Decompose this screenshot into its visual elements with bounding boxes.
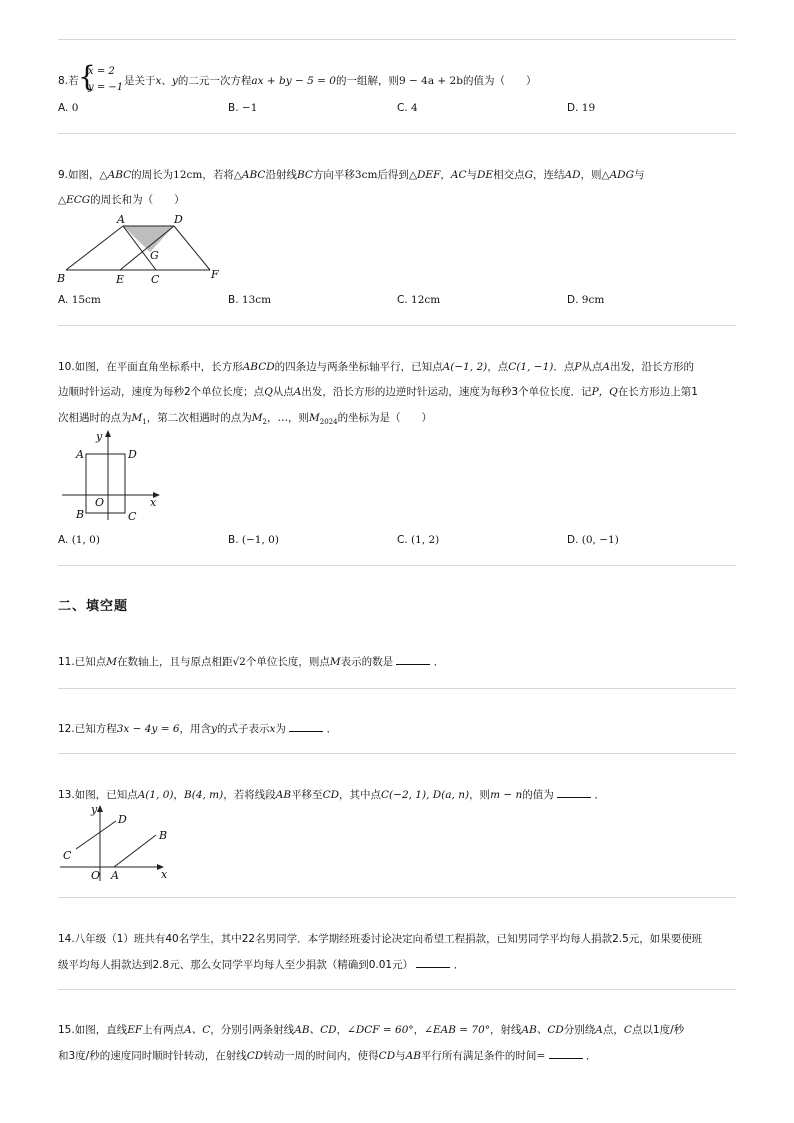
q15-text: 15.如图，直线 [58, 1024, 128, 1036]
q15-text: 平行所有满足条件的时间 [420, 1050, 537, 1062]
q9-text: ，则 [580, 169, 602, 181]
q10-option-a[interactable] [58, 534, 100, 546]
divider [58, 325, 736, 326]
q10-a: A [293, 386, 302, 398]
q11-text: 在数轴上，且与原点相距 [116, 656, 233, 668]
q12-text: ，用含 [179, 723, 212, 735]
q10-option-d[interactable] [567, 534, 619, 546]
q15-text: ，射线 [490, 1024, 522, 1036]
option-value: (−1, 0) [241, 534, 279, 546]
divider [58, 133, 736, 134]
answer-blank[interactable] [416, 957, 450, 968]
q10-point-c: C(1, −1) [508, 361, 554, 373]
q8-equation: ax + by − 5 = 0 [251, 75, 336, 87]
q9-perimeter: 12cm [173, 169, 203, 181]
option-value: (1, 2) [411, 534, 440, 546]
q8-option-d[interactable] [567, 102, 595, 114]
q9-text: ， [440, 169, 451, 181]
q10-text: 边顺时针运动，速度为每秒2个单位长度；点 [58, 386, 265, 398]
q11-sqrt: √2 [232, 656, 246, 668]
q8-option-b[interactable] [228, 102, 257, 114]
option-value: 13cm [241, 294, 272, 306]
label-f: F [211, 268, 219, 281]
q10-text: ，…，则 [266, 412, 309, 424]
q9-line1 [58, 167, 644, 183]
q13-text: ，则 [469, 789, 491, 801]
q15-ac: A、C [184, 1024, 211, 1036]
q13-points-cd: C(−2, 1), D(a, n) [381, 789, 470, 801]
q15-cd: CD [378, 1050, 396, 1062]
q15-rays: AB、CD [521, 1024, 564, 1036]
label-a: A [76, 448, 84, 461]
q15-end: ． [585, 1050, 597, 1062]
q8-number: 8.若 [58, 75, 79, 87]
q15-line1 [58, 1022, 684, 1038]
answer-blank[interactable] [549, 1048, 583, 1059]
label-e: E [116, 273, 125, 286]
option-label: C. [397, 534, 408, 546]
q9-option-d[interactable] [567, 294, 604, 306]
label-d: D [174, 213, 183, 226]
label-o: O [91, 869, 101, 882]
q10-m1-sub: 1 [142, 418, 147, 427]
q13-ab: AB [275, 789, 292, 801]
q10-text: 的坐标为是（ ） [337, 412, 433, 424]
option-value: (1, 0) [71, 534, 100, 546]
q10-text: 次相遇时的点为 [58, 412, 132, 424]
segment-ab [114, 835, 156, 867]
divider [58, 897, 736, 898]
q14-line1: 14.八年级（1）班共有40名学生，其中22名男同学．本学期经班委讨论决定向希望工程捐款，已知男同学平均每人捐款2.5元，如果要使班 [58, 933, 703, 945]
q10-text: 在长方形边上第1 [617, 386, 698, 398]
q15-text: 和3度/秒的速度同时顺时针转动，在射线 [58, 1050, 247, 1062]
q15-text: ， [336, 1024, 348, 1036]
q11-text: 个单位长度，则点 [245, 656, 330, 668]
q8-text2: 的二元一次方程 [177, 75, 252, 87]
q10-q: Q [264, 386, 273, 398]
option-label: D. [567, 534, 579, 546]
q10-text: 出发，沿长方形的边逆时针运动，速度为每秒3个单位长度．记 [301, 386, 592, 398]
option-label: B. [228, 534, 239, 546]
q12-end: ． [326, 723, 338, 735]
q8-text: 是关于 [124, 75, 156, 87]
q9-triangle-abc: △ABC [233, 169, 266, 181]
q9-text: 沿射线 [265, 169, 297, 181]
q12-equation: 3x − 4y = 6 [116, 723, 180, 735]
question-12 [58, 721, 337, 737]
q9-text: 9.如图， [58, 169, 100, 181]
option-value: 0 [71, 102, 79, 114]
q9-g: G [524, 169, 533, 181]
divider [58, 39, 736, 40]
q8-var-x: x [155, 75, 162, 87]
system-brace: { [78, 60, 96, 93]
label-b: B [159, 829, 168, 842]
q15-cd: CD [246, 1050, 264, 1062]
option-label: D. [567, 294, 579, 306]
q13-figure [58, 801, 178, 883]
q10-line1 [58, 359, 694, 375]
q9-option-b[interactable] [228, 294, 271, 306]
q8-sys-line1: x = 2 [88, 66, 115, 77]
q10-text: ，点 [487, 361, 509, 373]
q15-c: C [623, 1024, 632, 1036]
option-label: A. [58, 102, 69, 114]
label-x: x [150, 496, 157, 509]
q10-text: 10.如图，在平面直角坐标系中，长方形 [58, 361, 243, 373]
q8-sep: 、 [161, 75, 172, 87]
q15-line2 [58, 1048, 596, 1064]
q15-text: 转动一周的时间内，使得 [263, 1050, 379, 1062]
q15-text: 点以1度/秒 [631, 1024, 685, 1036]
q9-text: 方向平移 [312, 169, 355, 181]
q9-line2 [58, 192, 185, 208]
option-value: 15cm [71, 294, 101, 306]
q10-option-b[interactable] [228, 534, 279, 546]
q10-point-a: A(−1, 2) [442, 361, 488, 373]
q10-m2024: M [308, 412, 320, 424]
q8-var-y: y [171, 75, 178, 87]
divider [58, 753, 736, 754]
label-c: C [151, 273, 160, 286]
q11-m: M [106, 656, 117, 668]
q14-text: 级平均每人捐款达到2.8元、那么女同学平均每人至少捐款（精确到0.01元） [58, 959, 414, 971]
q9-text: 后得到 [377, 169, 409, 181]
q12-y: y [211, 723, 217, 735]
option-value: 9cm [581, 294, 605, 306]
q15-equals: = [536, 1050, 546, 1062]
q9-option-a[interactable] [58, 294, 101, 306]
option-value: (0, −1) [581, 534, 619, 546]
q13-end: ． [594, 789, 605, 801]
option-label: C. [397, 294, 408, 306]
label-y: y [91, 803, 98, 816]
q8-sys-line2: y = −1 [88, 82, 124, 93]
option-value: 12cm [411, 294, 441, 306]
shaded-region [123, 226, 174, 252]
y-axis-arrow [97, 805, 103, 812]
q13-text: ，其中点 [339, 789, 382, 801]
q9-de: DE [477, 169, 494, 181]
question-11 [58, 654, 444, 670]
option-value: −1 [241, 102, 258, 114]
option-label: B. [228, 294, 239, 306]
y-axis-arrow [105, 430, 111, 437]
q9-shift: 3cm [354, 169, 378, 181]
q9-ray-bc: BC [296, 169, 313, 181]
q9-text: 的周长为 [131, 169, 174, 181]
label-c: C [63, 849, 72, 862]
q15-ef: EF [127, 1024, 143, 1036]
q10-text: 从点 [581, 361, 603, 373]
q13-mn: m − n [490, 789, 523, 801]
q15-text: 与 [395, 1050, 406, 1062]
q10-option-c[interactable] [397, 534, 439, 546]
q15-text: ， [413, 1024, 425, 1036]
q9-text: 相交点 [493, 169, 525, 181]
q13-text: ，若将线段 [223, 789, 276, 801]
option-label: A. [58, 534, 69, 546]
divider [58, 688, 736, 689]
q10-text: 的四条边与两条坐标轴平行，已知点 [274, 361, 443, 373]
q13-point-a: A(1, 0) [137, 789, 174, 801]
q9-text: ，连结 [533, 169, 565, 181]
q10-pq: P，Q [591, 386, 618, 398]
q10-text: ．点 [553, 361, 575, 373]
q11-end: ． [433, 656, 445, 668]
q8-expression: 9 − 4a + 2b [398, 75, 463, 87]
q15-text: 上有两点 [142, 1024, 185, 1036]
q13-text: 13.如图，已知点 [58, 789, 138, 801]
label-y: y [96, 430, 103, 443]
q9-text: 的周长和为（ ） [90, 194, 185, 206]
answer-blank[interactable] [557, 787, 591, 798]
q8-text4: 的值为（ ） [462, 75, 537, 87]
q10-m1: M [131, 412, 143, 424]
q15-text: 分别绕 [563, 1024, 596, 1036]
section-title: 二、填空题 [58, 599, 129, 614]
q10-line2 [58, 384, 698, 400]
divider [58, 565, 736, 566]
q9-text: 与 [466, 169, 478, 181]
q10-p: P [574, 361, 582, 373]
label-d: D [128, 448, 137, 461]
q11-text: 表示的数是 [340, 656, 394, 668]
q12-text: 为 [275, 723, 286, 735]
q15-rays: AB、CD [294, 1024, 337, 1036]
q10-m2024-sub: 2024 [319, 418, 338, 427]
q8-text3: 的一组解，则 [335, 75, 399, 87]
q10-m2: M [251, 412, 263, 424]
label-b: B [57, 272, 66, 285]
q15-text: ，分别引两条射线 [210, 1024, 295, 1036]
q9-text: ，若将 [202, 169, 234, 181]
q10-text: ，第二次相遇时的点为 [146, 412, 252, 424]
q15-angle-dcf: ∠DCF = 60° [347, 1024, 414, 1036]
q12-x: x [269, 723, 276, 735]
q13-text: 平移至 [291, 789, 323, 801]
answer-blank[interactable] [289, 721, 323, 732]
q10-a: A [602, 361, 611, 373]
q14-end: ． [453, 959, 465, 971]
q8-option-a[interactable] [58, 102, 78, 114]
q15-ab: AB [405, 1050, 421, 1062]
q11-m: M [329, 656, 341, 668]
q9-ac: AC [450, 169, 467, 181]
option-label: D. [567, 102, 579, 114]
q9-triangle-def: △DEF [408, 169, 441, 181]
option-label: A. [58, 294, 69, 306]
label-g: G [150, 249, 159, 262]
segment-ab [66, 226, 123, 270]
q15-angle-eab: ∠EAB = 70° [424, 1024, 491, 1036]
q15-a: A [595, 1024, 603, 1036]
divider [58, 989, 736, 990]
q9-triangle-adg: △ADG [601, 169, 634, 181]
q9-triangle-ecg: △ECG [58, 194, 91, 206]
q9-figure [54, 212, 224, 286]
label-x: x [161, 868, 168, 881]
q14-line2 [58, 957, 464, 973]
label-a: A [117, 213, 125, 226]
q9-ad: AD [564, 169, 581, 181]
q12-text: 12.已知方程 [58, 723, 117, 735]
q10-text: 出发，沿长方形的 [610, 361, 695, 373]
option-value: 4 [411, 102, 418, 114]
q13-cd: CD [322, 789, 340, 801]
q9-text: 与 [633, 169, 645, 181]
label-c: C [128, 510, 137, 523]
answer-blank[interactable] [396, 654, 430, 665]
q10-m2-sub: 2 [262, 418, 267, 427]
segment-df [174, 226, 210, 270]
label-a: A [111, 869, 119, 882]
option-label: B. [228, 102, 239, 114]
q8-option-c[interactable] [397, 102, 418, 114]
q15-text: 点， [602, 1024, 624, 1036]
label-d: D [118, 813, 127, 826]
label-b: B [76, 508, 85, 521]
label-o: O [95, 496, 105, 509]
q9-triangle-abc: △ABC [99, 169, 132, 181]
option-label: C. [397, 102, 408, 114]
segment-cd [76, 821, 116, 849]
q12-text: 的式子表示 [216, 723, 270, 735]
q13-point-b: B(4, m) [184, 789, 224, 801]
q10-figure [58, 428, 178, 524]
q13-text: ， [173, 789, 185, 801]
option-value: 19 [581, 102, 596, 114]
q13-text: 的值为 [522, 789, 554, 801]
q10-rect: ABCD [242, 361, 275, 373]
q9-option-c[interactable] [397, 294, 440, 306]
rectangle-abcd [86, 454, 125, 513]
q10-text: 从点 [272, 386, 294, 398]
q11-text: 11.已知点 [58, 656, 107, 668]
